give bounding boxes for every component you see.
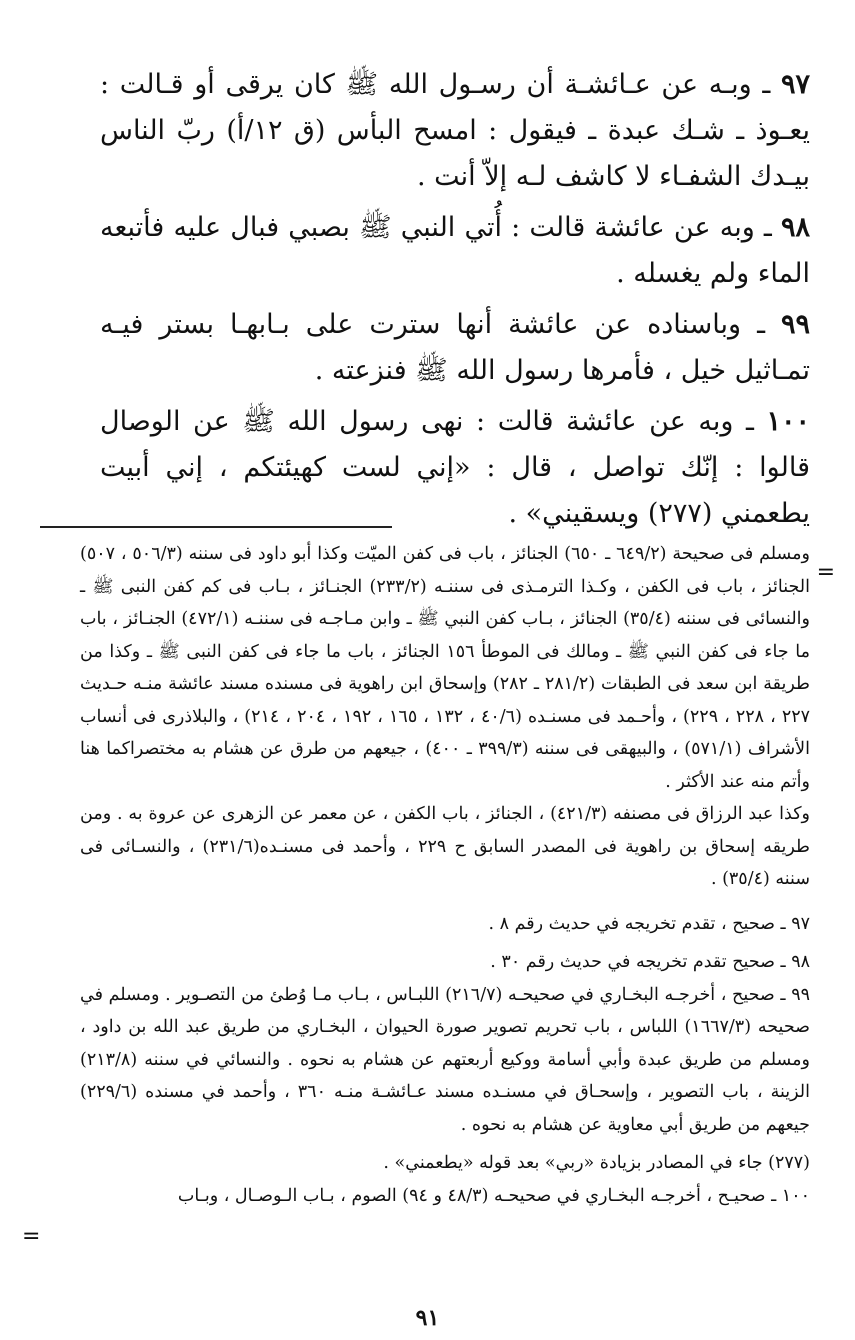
footnote-continuation: ومسلم فى صحيحة (٦٤٩/٢ ـ ٦٥٠) الجنائز ، باب فى كفن الميّت وكذا أبو داود فى سننه (٥٠٦/٣ ، ٥٠٧) الجنائز ، باب فى الكفن ، وكـذا الترمـذى فى سننـه (٢٣٣/٢) الجنـائز ، بـاب فى كم كفن النبى ﷺ ـ والنسائى فى سننه (٣٥/٤) الجنائز ، بـاب كفن النبي ﷺ ـ وابن مـاجـه فى سننـه (٤٧٢/١) الجنـائز ، باب ما جاء فى كفن النبي ﷺ ـ ومالك فى الموطأ ١٥٦ الجنائز ، باب ما جاء فى كفن النبى ﷺ ـ وكذا من طريقة ابن سعد فى الطبقات (٢٨١/٢ ـ ٢٨٢) وإسحاق ابن راهوية فى مسنده مسند عائشة منـه حـديث ٢٢٧ ، ٢٢٨ ، ٢٢٩) ، وأحـمد فى مسنـده (٤٠/٦ ، ١٣٢ ، ١٦٥ ، ١٩٢ ، ٢٠٤ ، ٢١٤) ، والبلاذرى فى أنساب الأشراف (٥٧١/١) ، والبيهقى فى سننه (٣٩٩/٣ ـ ٤٠٠) ، جيعهم من طرق عن هشام به مختصراكما هنا وأتم منه عند الأكثر . (80, 544, 811, 792)
hadith-97 (100, 62, 810, 200)
footnote-98: ٩٨ ـ صحيح تقدم تخريجه في حديث رقم ٣٠ . (490, 952, 810, 972)
hadith-number: ٩٩ (780, 309, 810, 340)
hadith-number: ٩٨ (780, 212, 810, 243)
footnote-277: (٢٧٧) جاء في المصادر بزيادة «ربي» بعد قوله «يطعمني» . (383, 1153, 810, 1173)
footnotes (80, 538, 810, 1212)
continuation-mark-top: = (816, 560, 835, 585)
footnote-99: ٩٩ ـ صحيح ، أخرجـه البخـاري في صحيحـه (٢١٦/٧) اللبـاس ، بـاب مـا وُطئ من التصـوير . ومسلم في صحيحه (١٦٦٧/٣) اللباس ، باب تحريم تصوير صورة الحيوان ، البخـاري من طريق عبد الله بن داود ، ومسلم من طريق عبدة وأبي أسامة ووكيع أربعتهم عن هشام به نحوه . والنسائي في سننه (٢١٣/٨) الزينة ، باب التصوير ، وإسحـاق في مسنـده مسند عـائشـة منـه ٣٦٠ ، وأحمد في مسنده (٢٢٩/٦) جيعهم من طريق أبي معاوية عن هشام به نحوه . (80, 984, 810, 1135)
continuation-mark-bottom: = (22, 1224, 41, 1249)
hadith-98 (100, 205, 810, 297)
hadith-text: ـ وبه عن عائشة قالت : نهى رسول الله ﷺ عن الوصال قالوا : إنّك تواصل ، قال : «إني لست كهيئتكم ، إني أبيت يطعمني (٢٧٧) ويسقيني» . (100, 406, 810, 529)
hadith-number: ١٠٠ (766, 406, 810, 437)
hadith-text: ـ وبـه عن عـائشـة أن رسـول الله ﷺ كان يرقى أو قـالت : يعـوذ ـ شـك عبدة ـ فيقول : امسح البأس (ق ١٢/أ) ربّ الناس بيـدك الشفـاء لا كاشف لـه إلاّ أنت . (100, 69, 810, 192)
footnote-separator (40, 526, 392, 528)
footnote-97: ٩٧ ـ صحيح ، تقدم تخريجه في حديث رقم ٨ . (488, 913, 810, 934)
hadith-100 (100, 399, 810, 537)
hadith-text: ـ وباسناده عن عائشة أنها سترت على بـابهـا بستر فيـه تمـاثيل خيل ، فأمرها رسول الله ﷺ فنزعته . (100, 309, 810, 386)
footnote-100: ١٠٠ ـ صحيـح ، أخرجـه البخـاري في صحيحـه (٤٨/٣ و ٩٤) الصوم ، بـاب الـوصـال ، وبـاب (177, 1185, 810, 1206)
footnote-continuation: وكذا عبد الرزاق فى مصنفه (٤٢١/٣) ، الجنائز ، باب الكفن ، عن معمر عن الزهرى عن عروة به . ومن طريقه إسحاق بن راهوية فى المصدر السابق ح ٢٢٩ ، وأحمد فى مسنـده(٢٣١/٦) ، والنسـائى فى سننه (٣٥/٤) . (80, 804, 810, 889)
hadith-99 (100, 302, 810, 394)
main-text (100, 62, 810, 542)
page-number: ٩١ (415, 1305, 440, 1331)
hadith-number: ٩٧ (780, 69, 810, 100)
hadith-text: ـ وبه عن عائشة قالت : أُتي النبي ﷺ بصبي فبال عليه فأتبعه الماء ولم يغسله . (100, 212, 810, 289)
